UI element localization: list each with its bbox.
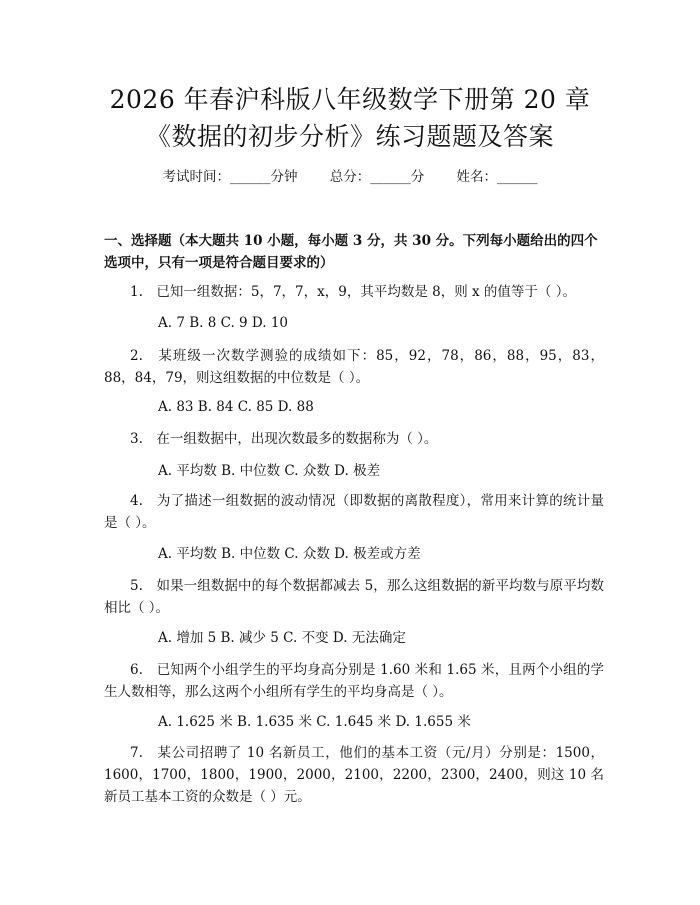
exam-meta <box>0 168 700 186</box>
student-name: 姓名：______ <box>456 169 538 185</box>
question-1: 1. 已知一组数据：5，7，7，x，9，其平均数是 8，则 x 的值等于（ ）。 <box>130 284 576 300</box>
section-heading: 一、选择题（本大题共 10 小题，每小题 3 分，共 30 分。下列每小题给出的四个选项中，只有一项是符合题目要求的） <box>104 233 598 271</box>
title-line-1: 2026 年春沪科版八年级数学下册第 20 章 <box>109 85 591 114</box>
question-6-options: A. 1.625 米 B. 1.635 米 C. 1.645 米 D. 1.655 米 <box>158 714 471 730</box>
question-1-options: A. 7 B. 8 C. 9 D. 10 <box>158 315 289 331</box>
question-3: 3. 在一组数据中，出现次数最多的数据称为（ ）。 <box>130 431 438 447</box>
question-2-options: A. 83 B. 84 C. 85 D. 88 <box>158 399 314 415</box>
question-4-options: A. 平均数 B. 中位数 C. 众数 D. 极差或方差 <box>158 546 421 562</box>
title-line-2: 《数据的初步分析》练习题题及答案 <box>145 122 554 151</box>
question-5-options: A. 增加 5 B. 减少 5 C. 不变 D. 无法确定 <box>158 630 406 646</box>
exam-time: 考试时间：______分钟 <box>162 169 298 185</box>
question-4: 4. 为了描述一组数据的波动情况（即数据的离散程度），常用来计算的统计量是（ ）。 <box>104 493 604 531</box>
question-3-options: A. 平均数 B. 中位数 C. 众数 D. 极差 <box>158 463 381 479</box>
question-2: 2. 某班级一次数学测验的成绩如下：85，92，78，86，88，95，83，88，84，79，则这组数据的中位数是（ ）。 <box>104 348 604 386</box>
question-6: 6. 已知两个小组学生的平均身高分别是 1.60 米和 1.65 米，且两个小组的学生人数相等，那么这两个小组所有学生的平均身高是（ ）。 <box>104 662 604 700</box>
question-5: 5. 如果一组数据中的每个数据都减去 5，那么这组数据的新平均数与原平均数相比（ ）。 <box>104 578 604 616</box>
question-7: 7. 某公司招聘了 10 名新员工，他们的基本工资（元/月）分别是：1500，1600，1700，1800，1900，2000，2100，2200，2300，2400，则这 10 名新员工基本工资的众数是（ ）元。 <box>104 745 604 805</box>
exam-total-score: 总分：______分 <box>329 169 425 185</box>
